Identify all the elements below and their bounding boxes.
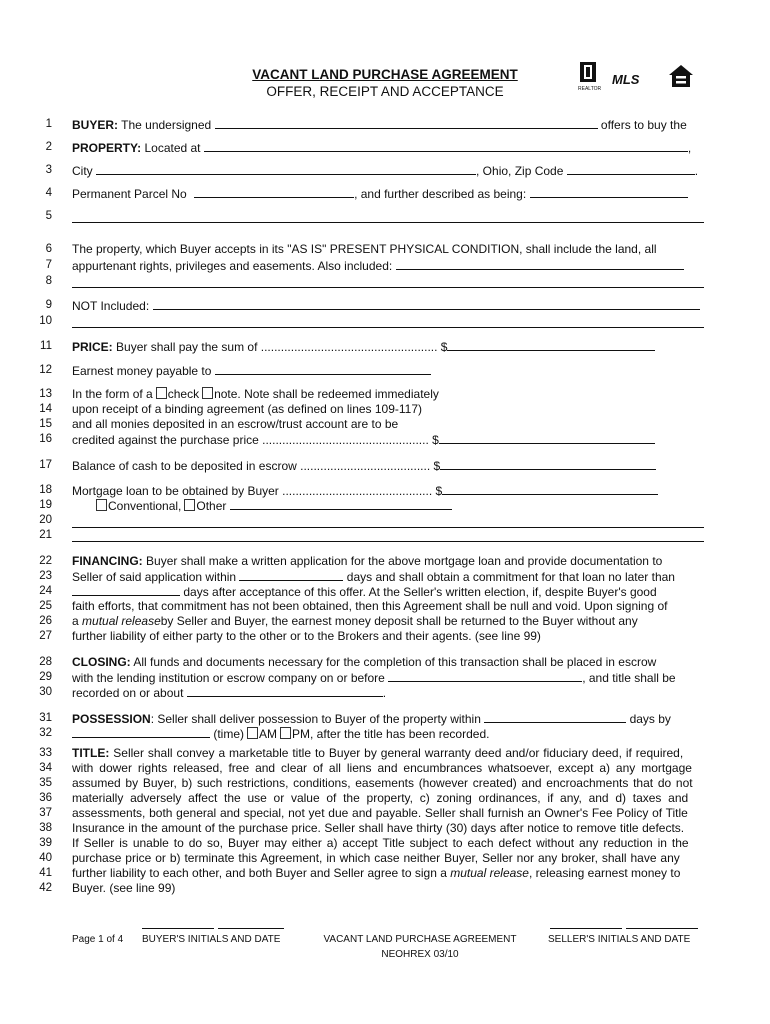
financing-text: Buyer shall make a written application for the above mortgage loan and provide documentation to <box>146 554 663 568</box>
other-loan-field[interactable] <box>230 498 452 510</box>
form-name: VACANT LAND PURCHASE AGREEMENT <box>323 934 517 945</box>
check-label: check <box>167 387 200 401</box>
also-included-line <box>72 258 704 273</box>
conventional-label: Conventional, <box>108 499 182 513</box>
seller-initials-date-field[interactable] <box>626 928 698 929</box>
conventional-checkbox[interactable] <box>96 499 107 511</box>
line-number: 40 <box>39 852 52 864</box>
city-label: City <box>72 164 93 178</box>
financing-heading: FINANCING: <box>72 554 143 568</box>
comma-text: , <box>687 141 692 155</box>
city-field[interactable] <box>96 163 476 175</box>
title-text-33: Seller shall convey a marketable title to Buyer by general warranty deed and/or fiduciary deed, if required, <box>113 746 684 760</box>
note-checkbox[interactable] <box>202 387 213 399</box>
financing-line-22 <box>72 554 704 568</box>
price-amount-field[interactable] <box>447 339 655 351</box>
line-number: 18 <box>39 484 52 496</box>
line-number: 12 <box>39 364 52 376</box>
title-line-37: assessments, both general and special, not yet due and payable. Seller shall furnish an Owner's Fee Policy of Title <box>72 806 688 820</box>
form-code: NEOHREX 03/10 <box>381 949 459 960</box>
pm-checkbox[interactable] <box>280 727 291 739</box>
property-heading: PROPERTY: <box>72 141 142 155</box>
financing-line-27: further liability of either party to the other or to the Brokers and their agents. (see line 99) <box>72 629 541 643</box>
am-checkbox[interactable] <box>247 727 258 739</box>
other-label: Other <box>196 499 227 513</box>
city-line <box>72 163 704 178</box>
price-text: Buyer shall pay the sum of ..................................................... $ <box>116 340 448 354</box>
possession-text: : Seller shall deliver possession to Buyer of the property within <box>150 712 481 726</box>
buyer-name-field[interactable] <box>215 117 598 129</box>
title-text-41b: , releasing earnest money to <box>528 866 681 880</box>
mls-logo: MLS <box>612 72 640 87</box>
line-number: 23 <box>39 570 52 582</box>
line-number: 21 <box>39 529 52 541</box>
title-line-41 <box>72 866 704 880</box>
balance-amount-field[interactable] <box>440 458 656 470</box>
line-number: 14 <box>39 403 52 415</box>
possession-line-31 <box>72 711 704 726</box>
closing-line-30 <box>72 685 704 700</box>
am-label: AM <box>259 727 278 741</box>
as-is-line: The property, which Buyer accepts in its "AS IS" PRESENT PHYSICAL CONDITION, shall include the land, all <box>72 242 657 256</box>
mortgage-amount-field[interactable] <box>442 483 658 495</box>
line-number: 8 <box>45 275 52 287</box>
financing-text-26b: by Seller and Buyer, the earnest money deposit shall be returned to the Buyer without any <box>160 614 638 628</box>
pm-label: PM, after the title has been recorded. <box>292 727 490 741</box>
buyers-initials-label: BUYER'S INITIALS AND DATE <box>142 934 281 945</box>
line-number: 3 <box>45 164 52 176</box>
parcel-line <box>72 186 704 201</box>
mutual-release-text-2: mutual release <box>450 866 529 880</box>
possession-time-field[interactable] <box>72 726 210 738</box>
possession-days-field[interactable] <box>484 711 626 723</box>
closing-text: All funds and documents necessary for the completion of this transaction shall be placed in escrow <box>133 655 657 669</box>
line-number: 24 <box>39 585 52 597</box>
buyer-initials-field[interactable] <box>142 928 214 929</box>
equal-housing-icon <box>667 63 695 91</box>
mortgage-line <box>72 483 704 498</box>
line-number: 35 <box>39 777 52 789</box>
line-number: 30 <box>39 686 52 698</box>
line-number: 32 <box>39 727 52 739</box>
also-included-field[interactable] <box>396 258 684 270</box>
form-of-line-14: upon receipt of a binding agreement (as defined on lines 109-117) <box>72 402 423 416</box>
buyer-pre-text: The undersigned <box>121 118 212 132</box>
closing-text-29b: , and title shall be <box>582 671 676 685</box>
line-number: 13 <box>39 388 52 400</box>
parcel-label: Permanent Parcel No <box>72 187 187 201</box>
financing-text-23b: days and shall obtain a commitment for that loan no later than <box>346 570 675 584</box>
line-number: 15 <box>39 418 52 430</box>
line-number: 29 <box>39 671 52 683</box>
earnest-amount-field[interactable] <box>439 432 655 444</box>
title-line-42: Buyer. (see line 99) <box>72 881 176 895</box>
line-number: 27 <box>39 630 52 642</box>
recording-date-field[interactable] <box>187 685 383 697</box>
not-included-continued-field[interactable] <box>72 327 704 328</box>
property-address-field[interactable] <box>204 140 688 152</box>
line-number: 17 <box>39 459 52 471</box>
buyer-line <box>72 117 704 132</box>
zip-code-field[interactable] <box>567 163 695 175</box>
not-included-field[interactable] <box>153 298 700 310</box>
period-text: . <box>694 164 699 178</box>
line-number: 38 <box>39 822 52 834</box>
possession-text-31b: days by <box>629 712 671 726</box>
possession-line-32 <box>72 726 704 741</box>
title-line-39: If Seller is unable to do so, Buyer may either a) accept Title subject to each defect without any reduction in the <box>72 836 689 850</box>
title-line-33 <box>72 746 704 760</box>
line-number: 4 <box>45 187 52 199</box>
balance-text: Balance of cash to be deposited in escrow ....................................... $ <box>72 459 441 473</box>
buyer-post-text: offers to buy the <box>600 118 687 132</box>
check-checkbox[interactable] <box>156 387 167 399</box>
price-heading: PRICE: <box>72 340 113 354</box>
svg-text:REALTOR: REALTOR <box>578 86 602 92</box>
financing-line-24 <box>72 584 704 599</box>
line-number: 25 <box>39 600 52 612</box>
page-number: Page 1 of 4 <box>72 934 124 945</box>
description-continued-field[interactable] <box>72 222 704 223</box>
closing-text-30b: . <box>382 686 387 700</box>
commitment-days-field[interactable] <box>72 584 180 596</box>
line-number: 10 <box>39 315 52 327</box>
also-included-text: appurtenant rights, privileges and easements. Also included: <box>72 259 393 273</box>
sellers-initials-label: SELLER'S INITIALS AND DATE <box>548 934 691 945</box>
parcel-number-field[interactable] <box>194 186 354 198</box>
form-of-line <box>72 387 704 401</box>
closing-heading: CLOSING: <box>72 655 131 669</box>
ohio-zip-label: , Ohio, Zip Code <box>476 164 564 178</box>
form-of-text: In the form of a <box>72 387 153 401</box>
form-of-line-15: and all monies deposited in an escrow/trust account are to be <box>72 417 399 431</box>
line-number: 22 <box>39 555 52 567</box>
line-number: 6 <box>45 243 52 255</box>
buyer-heading: BUYER: <box>72 118 119 132</box>
line-number: 7 <box>45 259 52 271</box>
line-number: 9 <box>45 299 52 311</box>
earnest-payee-field[interactable] <box>215 363 431 375</box>
line-number: 33 <box>39 747 52 759</box>
document-subtitle: OFFER, RECEIPT AND ACCEPTANCE <box>266 84 504 99</box>
title-heading: TITLE: <box>72 746 110 760</box>
other-checkbox[interactable] <box>184 499 195 511</box>
document-title: VACANT LAND PURCHASE AGREEMENT <box>252 67 518 82</box>
closing-text-30a: recorded on or about <box>72 686 184 700</box>
price-line <box>72 339 704 354</box>
title-line-35: assumed by Buyer, b) such restrictions, conditions, easements (however created) and encroachments that do not <box>72 776 693 790</box>
description-field[interactable] <box>530 186 688 198</box>
not-included-line <box>72 298 704 313</box>
line-number: 41 <box>39 867 52 879</box>
line-number: 5 <box>45 210 52 222</box>
financing-text-23a: Seller of said application within <box>72 570 237 584</box>
property-located-text: Located at <box>144 141 201 155</box>
line-number: 19 <box>39 499 52 511</box>
mortgage-continued-field[interactable] <box>72 527 704 528</box>
balance-line <box>72 458 704 473</box>
title-line-34: with dower rights released, free and clear of all liens and encumbrances whatsoever, except a) any mortgage <box>72 761 692 775</box>
title-line-40: purchase price or b) terminate this Agreement, in which case neither Buyer, Seller nor any broker, shall have any <box>72 851 680 865</box>
time-label: (time) <box>213 727 245 741</box>
property-line <box>72 140 704 155</box>
closing-text-29a: with the lending institution or escrow company on or before <box>72 671 385 685</box>
earnest-label: Earnest money payable to <box>72 364 212 378</box>
application-days-field[interactable] <box>239 569 343 581</box>
financing-text-26a: a <box>72 614 79 628</box>
line-number: 26 <box>39 615 52 627</box>
line-number: 1 <box>45 118 52 130</box>
credited-text: credited against the purchase price .................................................. $ <box>72 433 439 447</box>
financing-line-23 <box>72 569 704 584</box>
not-included-label: NOT Included: <box>72 299 150 313</box>
mortgage-continued-field-2[interactable] <box>72 541 704 542</box>
title-line-36: materially adversely affect the use or value of the property, c) zoning ordinances, if any, and d) taxes and <box>72 791 689 805</box>
credited-line <box>72 432 704 447</box>
line-number: 42 <box>39 882 52 894</box>
financing-line-26 <box>72 614 704 628</box>
closing-line-29 <box>72 670 704 685</box>
financing-line-25: faith efforts, that commitment has not been obtained, then this Agreement shall be null and void. Upon signing of <box>72 599 668 613</box>
closing-date-field[interactable] <box>388 670 582 682</box>
closing-line-28 <box>72 655 704 669</box>
line-number: 16 <box>39 433 52 445</box>
line-number: 36 <box>39 792 52 804</box>
line-number: 20 <box>39 514 52 526</box>
line-number: 2 <box>45 141 52 153</box>
line-number: 39 <box>39 837 52 849</box>
title-line-38: Insurance in the amount of the purchase price. Seller shall have thirty (30) days after notice to remove title defects. <box>72 821 685 835</box>
line-number: 11 <box>40 340 52 352</box>
line-number: 37 <box>39 807 52 819</box>
mortgage-text: Mortgage loan to be obtained by Buyer ............................................. $ <box>72 484 443 498</box>
title-text-41a: further liability to each other, and both Buyer and Seller agree to sign a <box>72 866 447 880</box>
note-label: note. Note shall be redeemed immediately <box>214 387 439 401</box>
further-described-text: , and further described as being: <box>354 187 527 201</box>
line-number: 31 <box>39 712 52 724</box>
possession-heading: POSSESSION <box>72 712 151 726</box>
loan-type-line <box>90 498 722 513</box>
line-number: 28 <box>39 656 52 668</box>
financing-text-24: days after acceptance of this offer. At the Seller's written election, if, despite Buyer's good <box>183 585 657 599</box>
mutual-release-text: mutual release <box>82 614 161 628</box>
seller-initials-field[interactable] <box>550 928 622 929</box>
buyer-initials-date-field[interactable] <box>218 928 284 929</box>
line-number: 34 <box>39 762 52 774</box>
also-included-continued-field[interactable] <box>72 287 704 288</box>
earnest-line <box>72 363 704 378</box>
